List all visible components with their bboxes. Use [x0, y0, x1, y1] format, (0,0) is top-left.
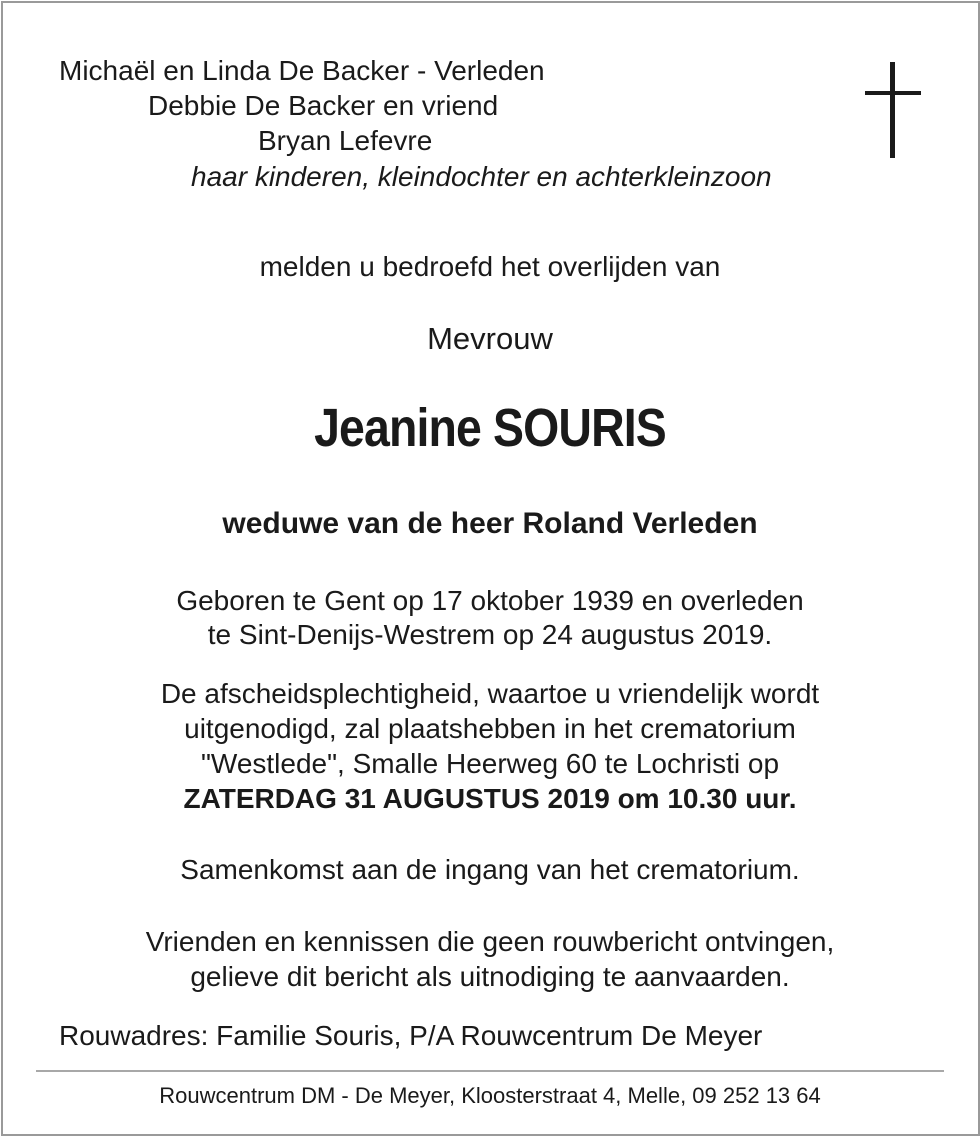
ceremony-line-2: uitgenodigd, zal plaatshebben in het crematorium — [184, 713, 796, 744]
ceremony-line-1: De afscheidsplechtigheid, waartoe u vriendelijk wordt — [160, 678, 820, 709]
birth-death-line-2: te Sint-Denijs-Westrem op 24 augustus 2019. — [207, 619, 773, 650]
cross-icon — [865, 62, 921, 158]
title-text: Mevrouw — [427, 321, 553, 356]
ceremony-line-3: "Westlede", Smalle Heerweg 60 te Lochristi op — [200, 748, 780, 779]
family-relation: haar kinderen, kleindochter en achterkleinzoon — [191, 161, 772, 192]
deceased-name: Jeanine SOURIS — [314, 398, 666, 458]
family-line-1: Michaël en Linda De Backer - Verleden — [59, 55, 545, 86]
mourning-address: Rouwadres: Familie Souris, P/A Rouwcentrum De Meyer — [59, 1020, 763, 1051]
family-line-3: Bryan Lefevre — [258, 125, 433, 156]
ceremony-date-time: ZATERDAG 31 AUGUSTUS 2019 om 10.30 uur. — [183, 783, 797, 814]
birth-death-line-1: Geboren te Gent op 17 oktober 1939 en overleden — [176, 585, 804, 616]
intro-text: melden u bedroefd het overlijden van — [259, 251, 721, 282]
footer-divider — [36, 1070, 944, 1072]
funeral-home-footer: Rouwcentrum DM - De Meyer, Kloosterstraat 4, Melle, 09 252 13 64 — [159, 1083, 821, 1108]
invitation-line-2: gelieve dit bericht als uitnodiging te aanvaarden. — [190, 961, 790, 992]
invitation-line-1: Vrienden en kennissen die geen rouwbericht ontvingen, — [145, 926, 835, 957]
family-line-2: Debbie De Backer en vriend — [148, 90, 499, 121]
gathering-text: Samenkomst aan de ingang van het crematorium. — [180, 854, 800, 885]
widow-of-text: weduwe van de heer Roland Verleden — [222, 507, 758, 540]
